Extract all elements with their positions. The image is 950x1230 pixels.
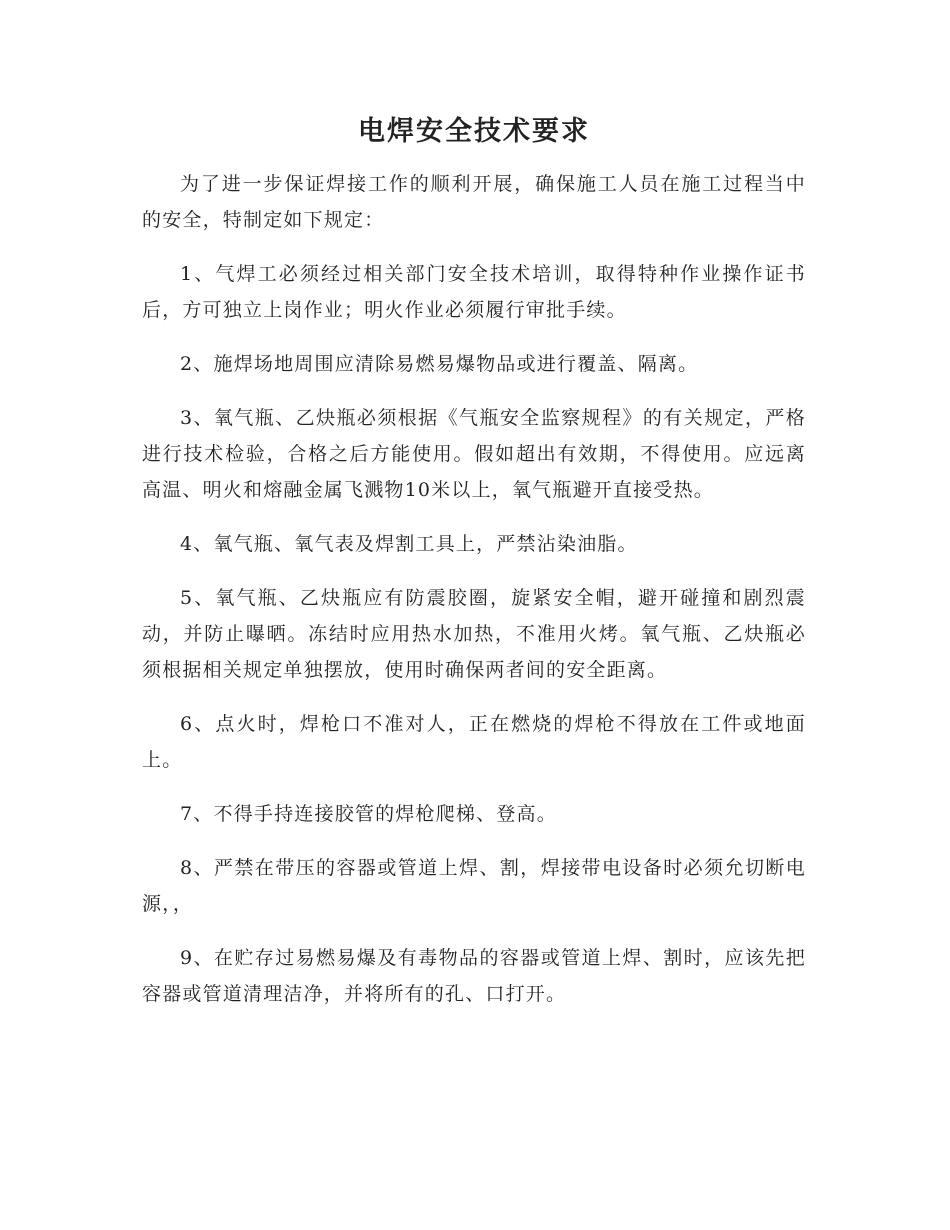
document-page <box>142 112 806 1030</box>
document-title: 电焊安全技术要求 <box>358 116 590 147</box>
rule-item-4: 4、氧气瓶、氧气表及焊割工具上，严禁沾染油脂。 <box>180 533 638 555</box>
rule-item-1: 1、气焊工必须经过相关部门安全技术培训，取得特种作业操作证书后，方可独立上岗作业；明火作业必须履行审批手续。 <box>142 263 806 321</box>
rule-item-3: 3、氧气瓶、乙炔瓶必须根据《气瓶安全监察规程》的有关规定，严格进行技术检验，合格之后方能使用。假如超出有效期，不得使用。应远离高温、明火和熔融金属飞溅物10米以上，氧气瓶避开直接受热。 <box>142 407 806 501</box>
rule-item-9: 9、在贮存过易燃易爆及有毒物品的容器或管道上焊、割时，应该先把容器或管道清理洁净，并将所有的孔、口打开。 <box>142 947 806 1005</box>
intro-paragraph: 为了进一步保证焊接工作的顺利开展，确保施工人员在施工过程当中的安全，特制定如下规定： <box>142 173 806 231</box>
rule-item-5: 5、氧气瓶、乙炔瓶应有防震胶圈，旋紧安全帽，避开碰撞和剧烈震动，并防止曝晒。冻结时应用热水加热，不准用火烤。氧气瓶、乙炔瓶必须根据相关规定单独摆放，使用时确保两者间的安全距离。 <box>142 587 806 681</box>
rule-item-8: 8、严禁在带压的容器或管道上焊、割，焊接带电设备时必须允切断电源，， <box>142 857 806 915</box>
rule-item-7: 7、不得手持连接胶管的焊枪爬梯、登高。 <box>180 803 557 825</box>
rule-item-2: 2、施焊场地周围应清除易燃易爆物品或进行覆盖、隔离。 <box>180 353 699 375</box>
rule-item-6: 6、点火时，焊枪口不准对人，正在燃烧的焊枪不得放在工件或地面上。 <box>142 713 806 771</box>
